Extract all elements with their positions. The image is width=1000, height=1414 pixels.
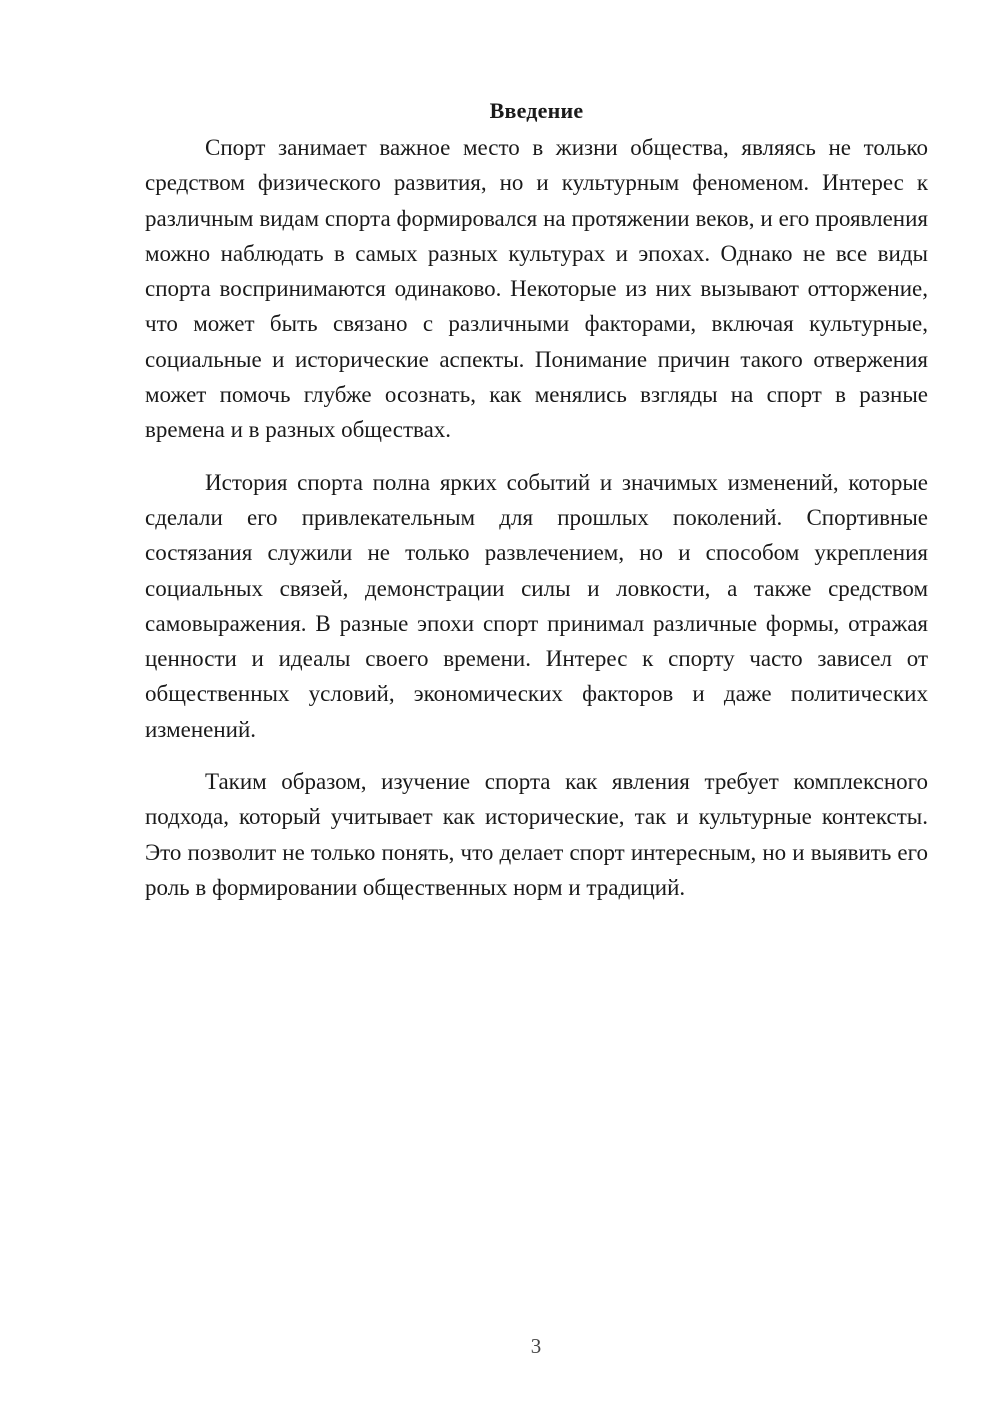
paragraph-3: Таким образом, изучение спорта как явления требует комплексного подхода, который учитывает как исторические, так и культурные контексты. Это позволит не только понять, что делает спорт интересным, но и выявить его роль в формировании общественных норм и традиций.: [145, 769, 928, 900]
page-content: [145, 96, 928, 922]
page-number: 3: [530, 1334, 542, 1358]
paragraph-2: История спорта полна ярких событий и значимых изменений, которые сделали его привлекательным для прошлых поколений. Спортивные состязания служили не только развлечением, но и способом укрепления социальных связей, демонстрации силы и ловкости, а также средством самовыражения. В разные эпохи спорт принимал различные формы, отражая ценности и идеалы своего времени. Интерес к спорту часто зависел от общественных условий, экономических факторов и даже политических изменений.: [145, 469, 928, 742]
section-title: Введение: [489, 98, 584, 123]
paragraph-1: Спорт занимает важное место в жизни общества, являясь не только средством физического развития, но и культурным феноменом. Интерес к различным видам спорта формировался на протяжении веков, и его проявления можно наблюдать в самых разных культурах и эпохах. Однако не все виды спорта воспринимаются одинаково. Некоторые из них вызывают отторжение, что может быть связано с различными факторами, включая культурные, социальные и исторические аспекты. Понимание причин такого отвержения может помочь глубже осознать, как менялись взгляды на спорт в разные времена и в разных обществах.: [145, 135, 928, 443]
